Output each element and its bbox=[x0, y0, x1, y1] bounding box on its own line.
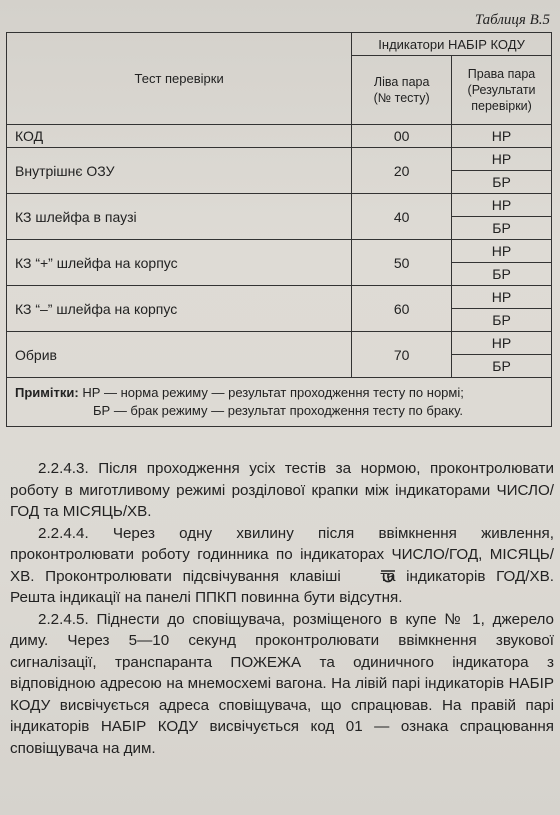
table-row bbox=[7, 332, 552, 355]
paragraph-2-2-4-5: 2.2.4.5. Піднести до сповіщувача, розміщеного в купе № 1, джерело диму. Через 5—10 секунд проконтролювати ввімкнення звукової сигналізації, транспаранта ПОЖЕЖА та одиничного індикатора з відповідною адресою на мнемосхемі вагона. На лівій парі індикаторів НАБІР КОДУ висвічується адреса сповіщувача, що спрацював. На правій парі індикаторів НАБІР КОДУ висвічується код 01 — ознака спрацювання сповіщувача на дим. bbox=[10, 610, 554, 757]
notes-line-1: НР — норма режиму — результат проходження тесту по нормі; bbox=[82, 385, 464, 400]
test-name: КОД bbox=[7, 125, 352, 148]
power-key-icon bbox=[351, 568, 369, 582]
right-pair-value: БР bbox=[452, 171, 552, 194]
test-name: Внутрішнє ОЗУ bbox=[7, 148, 352, 194]
left-pair-value: 70 bbox=[352, 332, 452, 378]
table-row bbox=[7, 240, 552, 263]
test-name: КЗ шлейфа в паузі bbox=[7, 194, 352, 240]
right-pair-value: НР bbox=[452, 194, 552, 217]
right-pair-value: БР bbox=[452, 263, 552, 286]
left-pair-value: 00 bbox=[352, 125, 452, 148]
paragraph-2-2-4-3: 2.2.4.3. Після проходження усіх тестів за нормою, проконтролювати роботу в миготливому режимі розділової крапки між індикаторами ЧИСЛО/ГОД та МІСЯЦЬ/ХВ. bbox=[10, 460, 554, 520]
table-notes bbox=[7, 378, 552, 427]
right-pair-value: БР bbox=[452, 217, 552, 240]
right-pair-value: БР bbox=[452, 309, 552, 332]
left-pair-value: 60 bbox=[352, 286, 452, 332]
right-pair-value: БР bbox=[452, 355, 552, 378]
table-caption: Таблиця В.5 bbox=[474, 12, 550, 28]
right-pair-value: НР bbox=[452, 286, 552, 309]
test-name: КЗ “–” шлейфа на корпус bbox=[7, 286, 352, 332]
test-name: КЗ “+” шлейфа на корпус bbox=[7, 240, 352, 286]
header-right-pair: Права пара (Результати перевірки) bbox=[452, 56, 552, 125]
body-text bbox=[10, 458, 554, 759]
right-pair-value: НР bbox=[452, 332, 552, 355]
right-pair-value: НР bbox=[452, 125, 552, 148]
table-row bbox=[7, 286, 552, 309]
right-pair-value: НР bbox=[452, 148, 552, 171]
left-pair-value: 20 bbox=[352, 148, 452, 194]
table-row bbox=[7, 125, 552, 148]
notes-label: Примітки: bbox=[15, 385, 79, 400]
right-pair-value: НР bbox=[452, 240, 552, 263]
header-left-pair: Ліва пара (№ тесту) bbox=[352, 56, 452, 125]
header-indicators: Індикатори НАБІР КОДУ bbox=[352, 33, 552, 56]
left-pair-value: 40 bbox=[352, 194, 452, 240]
left-pair-value: 50 bbox=[352, 240, 452, 286]
header-test: Тест перевірки bbox=[7, 33, 352, 125]
notes-line-2: БР — брак режиму — результат проходження тесту по браку. bbox=[93, 403, 463, 418]
paragraph-2-2-4-4: 2.2.4.4. Через одну хвилину після ввімкнення живлення, проконтролювати роботу годинника по індикаторах ЧИСЛО/ГОД, МІСЯЦЬ/ХВ. Проконтролювати підсвічування клавіші та індикаторів ГОД/ХВ. Решта індикації на панелі ППКП повинна бути відсутня. bbox=[10, 524, 554, 606]
table-row bbox=[7, 148, 552, 171]
test-name: Обрив bbox=[7, 332, 352, 378]
test-table bbox=[6, 32, 552, 427]
table-row bbox=[7, 194, 552, 217]
